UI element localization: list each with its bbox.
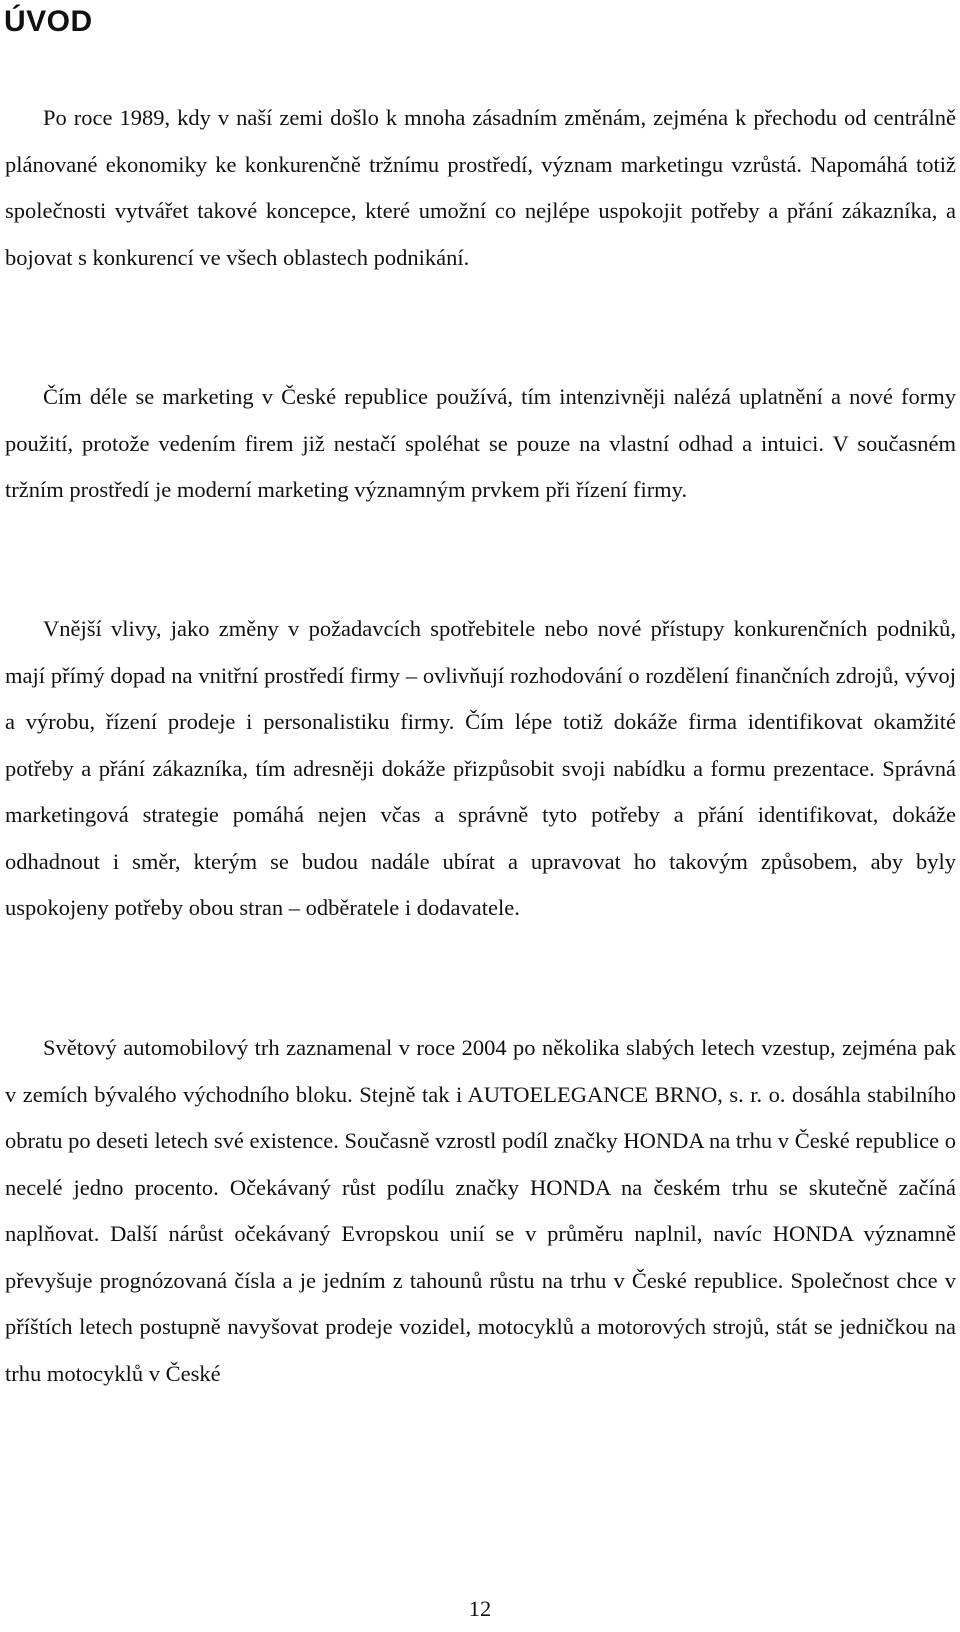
paragraph-3: Vnější vlivy, jako změny v požadavcích spotřebitele nebo nové přístupy konkurenčních podniků, mají přímý dopad na vnitřní prostředí firmy – ovlivňují rozhodování o rozdělení finančních zdrojů, vývoj a výrobu, řízení prodeje i personalistiku firmy. Čím lépe totiž dokáže firma identifikovat okamžité potřeby a přání zákazníka, tím adresněji dokáže přizpůsobit svoji nabídku a formu prezentace. Správná marketingová strategie pomáhá nejen včas a správně tyto potřeby a přání identifikovat, dokáže odhadnout i směr, kterým se budou nadále ubírat a upravovat ho takovým způsobem, aby byly uspokojeny potřeby obou stran – odběratele i dodavatele. xyxy=(5,616,956,920)
page-number: 12 xyxy=(468,1596,492,1621)
paragraph-1: Po roce 1989, kdy v naší zemi došlo k mnoha zásadním změnám, zejména k přechodu od centrálně plánované ekonomiky ke konkurenčně tržnímu prostředí, význam marketingu vzrůstá. Napomáhá totiž společnosti vytvářet takové koncepce, které umožní co nejlépe uspokojit potřeby a přání zákazníka, a bojovat s konkurencí ve všech oblastech podnikání. xyxy=(5,105,956,270)
paragraph-4: Světový automobilový trh zaznamenal v roce 2004 po několika slabých letech vzestup, zejména pak v zemích bývalého východního bloku. Stejně tak i AUTOELEGANCE BRNO, s. r. o. dosáhla stabilního obratu po deseti letech své existence. Současně vzrostl podíl značky HONDA na trhu v České republice o necelé jedno procento. Očekávaný růst podílu značky HONDA na českém trhu se skutečně začíná naplňovat. Další nárůst očekávaný Evropskou unií se v průměru naplnil, navíc HONDA významně převyšuje prognózovaná čísla a je jedním z tahounů růstu na trhu v České republice. Společnost chce v příštích letech postupně navyšovat prodeje vozidel, motocyklů a motorových strojů, stát se jedničkou na trhu motocyklů v České xyxy=(5,1035,956,1386)
section-heading: ÚVOD xyxy=(4,5,93,38)
paragraph-2: Čím déle se marketing v České republice používá, tím intenzivněji nalézá uplatnění a nové formy použití, protože vedením firem již nestačí spoléhat se pouze na vlastní odhad a intuici. V současném tržním prostředí je moderní marketing významným prvkem při řízení firmy. xyxy=(5,384,956,502)
